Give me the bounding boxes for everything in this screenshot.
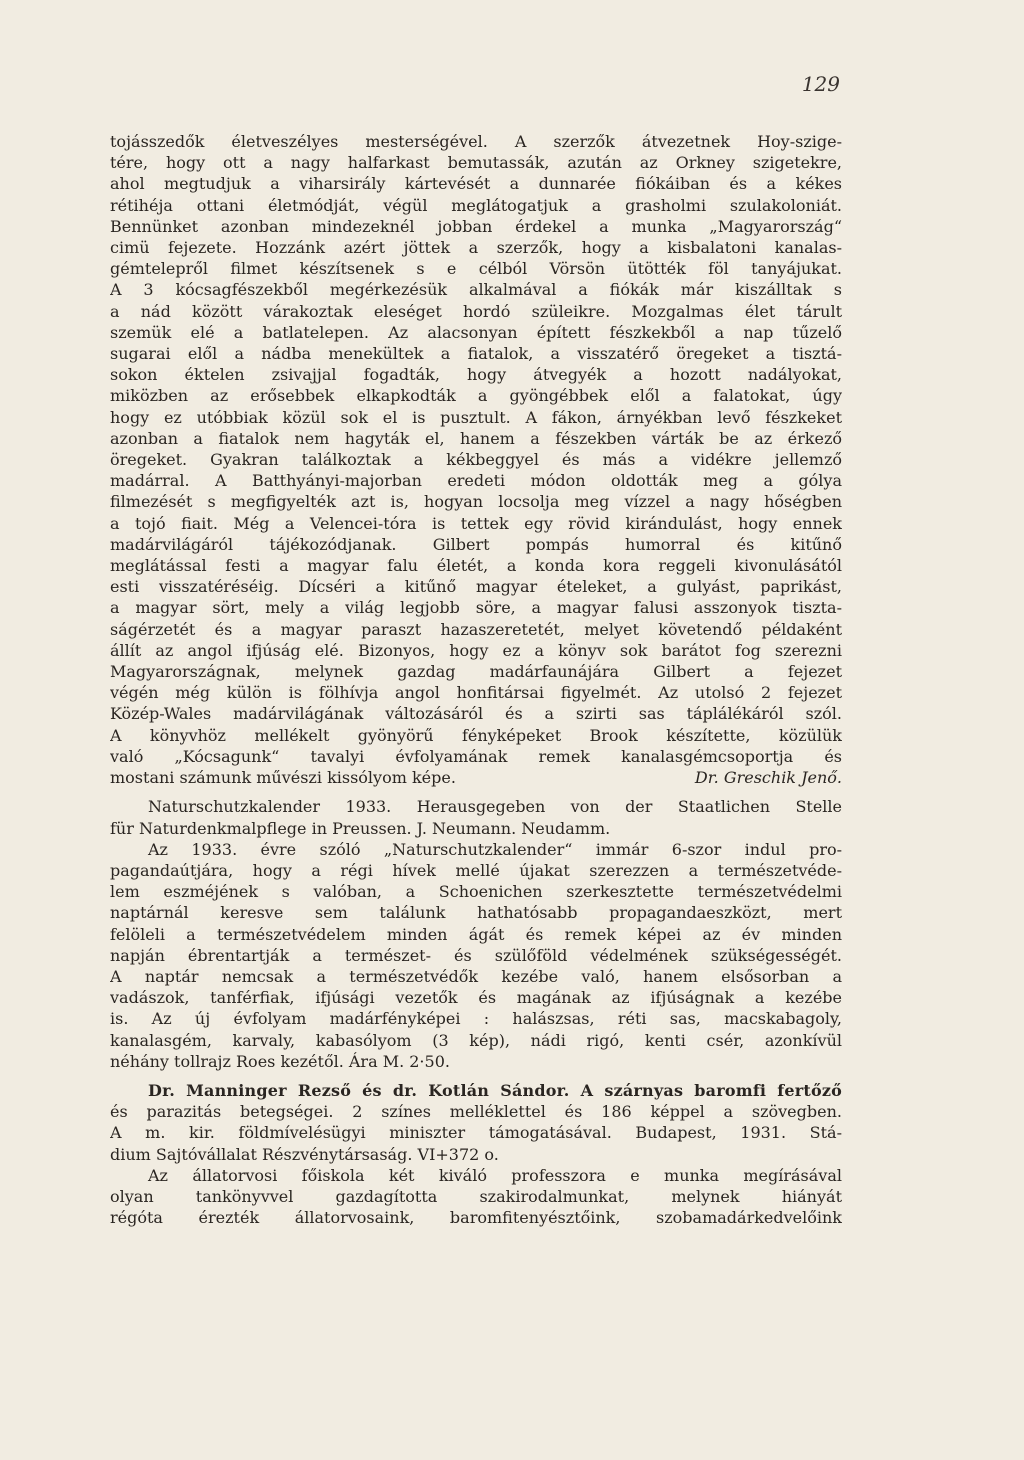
text-line: dium Sajtóvállalat Részvénytársaság. VI+372 o. xyxy=(110,1144,499,1164)
text-line: és parazitás betegségei. 2 színes melléklettel és 186 képpel a szövegben. xyxy=(110,1102,842,1122)
text-line: madárvilágáról tájékozódjanak. Gilbert pompás humorral és kitűnő xyxy=(110,534,842,554)
text-line: olyan tankönyvvel gazdagította szakirodalmunkat, melynek hiányát xyxy=(110,1186,842,1206)
text-line: való „Kócsagunk“ tavalyi évfolyamának remek kanalasgémcsoportja és xyxy=(110,746,842,766)
text-line: lem eszméjének s valóban, a Schoenichen szerkesztette természetvédelmi xyxy=(110,882,842,902)
text-line: öregeket. Gyakran találkoztak a kékbeggyel és más a vidékre jellemző xyxy=(110,450,842,470)
text-line: Az 1933. évre szóló „Naturschutzkalender“ immár 6-szor indul pro- xyxy=(148,839,842,859)
text-line: esti visszatéréséig. Dícséri a kitűnő magyar ételeket, a gulyást, paprikást, xyxy=(110,577,842,597)
text-line: cimü fejezete. Hozzánk azért jöttek a szerzők, hogy a kisbalatoni kanalas- xyxy=(110,238,842,258)
entry-manninger-kotlan-header xyxy=(110,1080,842,1165)
text-line: tojásszedők életveszélyes mesterségével. A szerzők átvezetnek Hoy-szige- xyxy=(110,132,842,151)
text-line: gémtelepről filmet készítsenek s e célból Vörsön ütötték föl tanyájukat. xyxy=(110,259,842,279)
text-line: sugarai elől a nádba menekültek a fiatalok, a visszatérő öregeket a tisztá- xyxy=(110,344,842,364)
text-line: Magyarországnak, melynek gazdag madárfaunájára Gilbert a fejezet xyxy=(110,662,842,682)
text-line: A m. kir. földmívelésügyi miniszter támogatásával. Budapest, 1931. Stá- xyxy=(110,1123,842,1143)
text-line: állít az angol ifjúság elé. Bizonyos, hogy ez a könyv sok barátot fog szerezni xyxy=(110,640,842,660)
text-line: A 3 kócsagfészekből megérkezésük alkalmával a fiókák már kiszálltak s xyxy=(110,280,842,300)
text-line: Naturschutzkalender 1933. Herausgegeben von der Staatlichen Stelle xyxy=(148,797,842,817)
text-line: azonban a fiatalok nem hagyták el, hanem a fészekben várták be az érkező xyxy=(110,428,842,448)
text-line: a tojó fiait. Még a Velencei-tóra is tettek egy rövid kirándulást, hogy ennek xyxy=(110,513,842,533)
text-line: végén még külön is fölhívja angol honfitársai figyelmét. Az utolsó 2 fejezet xyxy=(110,683,842,703)
entry-manninger-kotlan-body xyxy=(110,1165,842,1229)
page-number: 129 xyxy=(801,72,840,96)
text-line: régóta érezték állatorvosaink, baromfitenyésztőink, szobamadárkedvelőink xyxy=(110,1208,842,1228)
text-line: a nád között várakoztak eleséget hordó szüleikre. Mozgalmas élet tárult xyxy=(110,301,842,321)
text-line: napján ébrentartják a természet- és szülőföld védelmének szükségességét. xyxy=(110,945,842,965)
text-line: ságérzetét és a magyar paraszt hazaszeretetét, melyet követendő példaként xyxy=(110,619,842,639)
text-line: vadászok, tanférfiak, ifjúsági vezetők és magának az ifjúságnak a kezébe xyxy=(110,988,842,1008)
review-greschik xyxy=(110,131,842,788)
entry-naturschutzkalender-body xyxy=(110,839,842,1072)
text-line: a magyar sört, mely a világ legjobb söre, a magyar falusi asszonyok tiszta- xyxy=(110,598,842,618)
text-line: Az állatorvosi főiskola két kiváló professzora e munka megírásával xyxy=(148,1165,842,1185)
text-line: rétihéja ottani életmódját, végül meglátogatjuk a grasholmi szulakoloniát. xyxy=(110,195,842,215)
text-line-last xyxy=(110,767,842,788)
text-line: kanalasgém, karvaly, kabasólyom (3 kép), nádi rigó, kenti csér, azonkívül xyxy=(110,1030,842,1050)
body-text xyxy=(110,131,842,1228)
text-line: is. Az új évfolyam madárfényképei : halászsas, réti sas, macskabagoly, xyxy=(110,1009,842,1029)
text-line: tére, hogy ott a nagy halfarkast bemutassák, azután az Orkney szigetekre, xyxy=(110,153,842,173)
text-line: ahol megtudjuk a viharsirály kártevését a dunnarée fiókáiban és a kékes xyxy=(110,174,842,194)
text-line: hogy ez utóbbiak közül sok el is pusztult. A fákon, árnyékban levő fészkeket xyxy=(110,407,842,427)
text-line: für Naturdenkmalpflege in Preussen. J. Neumann. Neudamm. xyxy=(110,818,611,838)
text-line: mostani számunk művészi kissólyom képe. xyxy=(110,768,456,788)
text-line: Dr. Manninger Rezső és dr. Kotlán Sándor. A szárnyas baromfi fertőző xyxy=(148,1080,842,1100)
text-line: felöleli a természetvédelem minden ágát és remek képei az év minden xyxy=(110,924,842,944)
entry-naturschutzkalender-header xyxy=(110,796,842,838)
text-line: A könyvhöz mellékelt gyönyörű fényképeket Brook készítette, közülük xyxy=(110,725,842,745)
text-line: miközben az erősebbek elkapkodták a gyöngébbek elől a falatokat, úgy xyxy=(110,386,842,406)
review-signature: Dr. Greschik Jenő. xyxy=(694,768,842,788)
text-line: A naptár nemcsak a természetvédők kezébe való, hanem elsősorban a xyxy=(110,966,842,986)
text-line: madárral. A Batthyányi-majorban eredeti módon oldották meg a gólya xyxy=(110,471,842,491)
text-line: Közép-Wales madárvilágának változásáról és a szirti sas táplálékáról szól. xyxy=(110,704,842,724)
text-line: Bennünket azonban mindezeknél jobban érdekel a munka „Magyarország“ xyxy=(110,216,842,236)
text-line: filmezését s megfigyelték azt is, hogyan locsolja meg vízzel a nagy hőségben xyxy=(110,492,842,512)
text-line: naptárnál keresve sem találunk hathatósabb propagandaeszközt, mert xyxy=(110,903,842,923)
text-line: sokon éktelen zsivajjal fogadták, hogy átvegyék a hozott nadályokat, xyxy=(110,365,842,385)
text-line: néhány tollrajz Roes kezétől. Ára M. 2·50. xyxy=(110,1051,450,1071)
text-line: meglátással festi a magyar falu életét, a konda kora reggeli kivonulásától xyxy=(110,556,842,576)
text-line: szemük elé a batlatelepen. Az alacsonyan épített fészkekből a nap tűzelő xyxy=(110,322,842,342)
text-line: pagandaútjára, hogy a régi hívek mellé újakat szerezzen a természetvéde- xyxy=(110,860,842,880)
